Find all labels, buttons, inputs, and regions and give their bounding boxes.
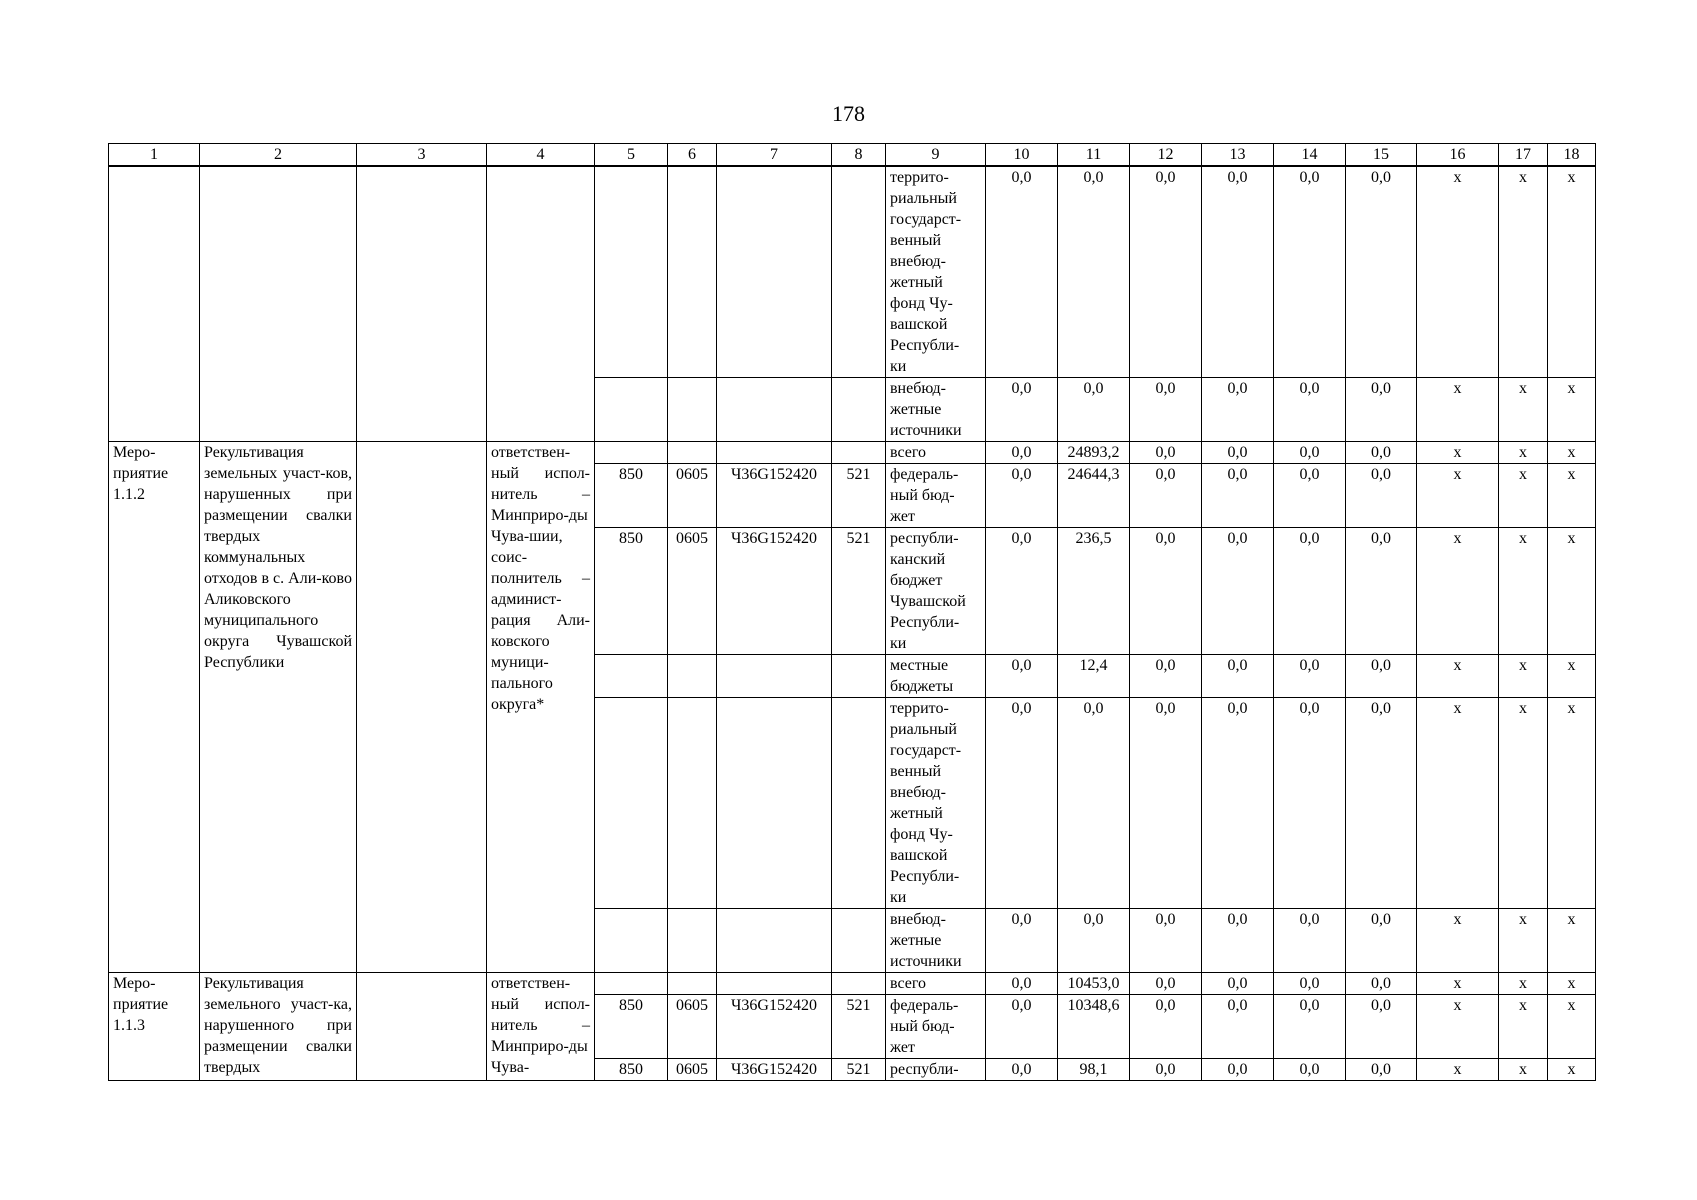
section-code: 0605 (668, 1059, 717, 1081)
value-col-16: x (1417, 655, 1499, 698)
value-col-11: 24893,2 (1058, 442, 1130, 464)
value-col-15: 0,0 (1346, 528, 1417, 655)
value-col-15: 0,0 (1346, 973, 1417, 995)
value-col-14: 0,0 (1274, 1059, 1346, 1081)
section-code: 0605 (668, 464, 717, 528)
empty-col-4 (487, 166, 595, 442)
value-col-10: 0,0 (986, 1059, 1058, 1081)
empty-col-3 (357, 166, 487, 442)
empty-col-3 (357, 442, 487, 973)
value-col-10: 0,0 (986, 464, 1058, 528)
column-header-8: 8 (832, 144, 886, 167)
column-header-7: 7 (717, 144, 832, 167)
column-header-9: 9 (886, 144, 986, 167)
funding-source: внебюд- жетные источники (886, 909, 986, 973)
value-col-18: x (1548, 995, 1596, 1059)
value-col-13: 0,0 (1202, 1059, 1274, 1081)
column-header-11: 11 (1058, 144, 1130, 167)
empty-col-5 (595, 378, 668, 442)
value-col-16: x (1417, 973, 1499, 995)
value-col-17: x (1499, 973, 1548, 995)
value-col-14: 0,0 (1274, 528, 1346, 655)
target-article-code: Ч36G152420 (717, 995, 832, 1059)
page-number: 178 (832, 101, 865, 126)
value-col-18: x (1548, 698, 1596, 909)
column-header-6: 6 (668, 144, 717, 167)
empty-col-3 (357, 973, 487, 1081)
value-col-17: x (1499, 442, 1548, 464)
value-col-14: 0,0 (1274, 909, 1346, 973)
column-header-3: 3 (357, 144, 487, 167)
column-header-1: 1 (109, 144, 200, 167)
funding-source: террито- риальный государст- венный внебюд- жетный фонд Чу- вашской Республи- ки (886, 166, 986, 378)
value-col-14: 0,0 (1274, 464, 1346, 528)
value-col-11: 98,1 (1058, 1059, 1130, 1081)
table-row (109, 166, 1596, 378)
column-header-2: 2 (200, 144, 357, 167)
value-col-18: x (1548, 442, 1596, 464)
value-col-12: 0,0 (1130, 528, 1202, 655)
section-code: 0605 (668, 995, 717, 1059)
value-col-15: 0,0 (1346, 166, 1417, 378)
empty-col-2 (200, 166, 357, 442)
expense-type-code (832, 909, 886, 973)
funding-source: всего (886, 442, 986, 464)
expense-type-code (832, 698, 886, 909)
value-col-14: 0,0 (1274, 973, 1346, 995)
ministry-code (595, 698, 668, 909)
value-col-13: 0,0 (1202, 909, 1274, 973)
expense-type-code (832, 442, 886, 464)
target-article-code: Ч36G152420 (717, 464, 832, 528)
value-col-15: 0,0 (1346, 698, 1417, 909)
value-col-17: x (1499, 655, 1548, 698)
value-col-12: 0,0 (1130, 909, 1202, 973)
column-header-5: 5 (595, 144, 668, 167)
target-article-code (717, 698, 832, 909)
ministry-code: 850 (595, 528, 668, 655)
value-col-12: 0,0 (1130, 378, 1202, 442)
value-col-17: x (1499, 528, 1548, 655)
empty-col-8 (832, 166, 886, 378)
value-col-17: x (1499, 166, 1548, 378)
ministry-code: 850 (595, 995, 668, 1059)
value-col-11: 10453,0 (1058, 973, 1130, 995)
ministry-code (595, 655, 668, 698)
table-row (109, 973, 1596, 995)
value-col-18: x (1548, 973, 1596, 995)
funding-source: местные бюджеты (886, 655, 986, 698)
value-col-13: 0,0 (1202, 698, 1274, 909)
value-col-17: x (1499, 378, 1548, 442)
value-col-12: 0,0 (1130, 166, 1202, 378)
value-col-13: 0,0 (1202, 655, 1274, 698)
target-article-code (717, 655, 832, 698)
value-col-10: 0,0 (986, 442, 1058, 464)
value-col-10: 0,0 (986, 378, 1058, 442)
value-col-15: 0,0 (1346, 909, 1417, 973)
column-header-16: 16 (1417, 144, 1499, 167)
funding-source: республи- канский бюджет Чувашской Республи- ки (886, 528, 986, 655)
value-col-11: 24644,3 (1058, 464, 1130, 528)
event-title: Рекультивация земельных участ-ков, нарушенных при размещении свалки твердых коммунальных отходов в с. Али-ково Аликовского муниципального округа Чувашской Республики (200, 442, 357, 973)
event-name: Меро- приятие 1.1.3 (109, 973, 200, 1081)
value-col-12: 0,0 (1130, 995, 1202, 1059)
value-col-10: 0,0 (986, 655, 1058, 698)
section-code (668, 655, 717, 698)
value-col-14: 0,0 (1274, 442, 1346, 464)
value-col-17: x (1499, 1059, 1548, 1081)
empty-col-8 (832, 378, 886, 442)
value-col-16: x (1417, 1059, 1499, 1081)
section-code (668, 698, 717, 909)
value-col-14: 0,0 (1274, 655, 1346, 698)
column-header-14: 14 (1274, 144, 1346, 167)
empty-col-7 (717, 378, 832, 442)
ministry-code: 850 (595, 464, 668, 528)
value-col-13: 0,0 (1202, 166, 1274, 378)
value-col-16: x (1417, 698, 1499, 909)
column-header-18: 18 (1548, 144, 1596, 167)
value-col-17: x (1499, 698, 1548, 909)
funding-source: федераль- ный бюд- жет (886, 464, 986, 528)
value-col-11: 236,5 (1058, 528, 1130, 655)
column-header-13: 13 (1202, 144, 1274, 167)
value-col-17: x (1499, 464, 1548, 528)
value-col-12: 0,0 (1130, 442, 1202, 464)
expense-type-code: 521 (832, 528, 886, 655)
column-header-4: 4 (487, 144, 595, 167)
value-col-14: 0,0 (1274, 698, 1346, 909)
ministry-code (595, 973, 668, 995)
value-col-16: x (1417, 909, 1499, 973)
value-col-16: x (1417, 166, 1499, 378)
event-name: Меро- приятие 1.1.2 (109, 442, 200, 973)
funding-source: всего (886, 973, 986, 995)
column-number-header-row (109, 144, 1596, 167)
empty-col-1 (109, 166, 200, 442)
value-col-11: 0,0 (1058, 698, 1130, 909)
value-col-10: 0,0 (986, 528, 1058, 655)
value-col-10: 0,0 (986, 698, 1058, 909)
value-col-14: 0,0 (1274, 378, 1346, 442)
value-col-14: 0,0 (1274, 995, 1346, 1059)
value-col-12: 0,0 (1130, 973, 1202, 995)
value-col-13: 0,0 (1202, 378, 1274, 442)
value-col-12: 0,0 (1130, 698, 1202, 909)
value-col-16: x (1417, 528, 1499, 655)
value-col-18: x (1548, 166, 1596, 378)
expense-type-code: 521 (832, 1059, 886, 1081)
ministry-code (595, 909, 668, 973)
funding-source: внебюд- жетные источники (886, 378, 986, 442)
table-row (109, 442, 1596, 464)
value-col-11: 0,0 (1058, 378, 1130, 442)
value-col-10: 0,0 (986, 995, 1058, 1059)
ministry-code: 850 (595, 1059, 668, 1081)
value-col-10: 0,0 (986, 166, 1058, 378)
expense-type-code (832, 655, 886, 698)
empty-col-5 (595, 166, 668, 378)
value-col-11: 0,0 (1058, 166, 1130, 378)
target-article-code (717, 909, 832, 973)
value-col-18: x (1548, 528, 1596, 655)
value-col-18: x (1548, 378, 1596, 442)
target-article-code (717, 442, 832, 464)
value-col-15: 0,0 (1346, 995, 1417, 1059)
value-col-11: 12,4 (1058, 655, 1130, 698)
value-col-11: 10348,6 (1058, 995, 1130, 1059)
value-col-12: 0,0 (1130, 655, 1202, 698)
column-header-15: 15 (1346, 144, 1417, 167)
column-header-12: 12 (1130, 144, 1202, 167)
value-col-15: 0,0 (1346, 655, 1417, 698)
expense-type-code (832, 973, 886, 995)
ministry-code (595, 442, 668, 464)
section-code (668, 973, 717, 995)
value-col-18: x (1548, 464, 1596, 528)
value-col-13: 0,0 (1202, 442, 1274, 464)
funding-source: республи- (886, 1059, 986, 1081)
event-executor: ответствен-ный испол-нитель – Минприро-ды Чува-шии, соис-полнитель – админист-рация Али-ковского муници-пального округа* (487, 442, 595, 973)
expense-type-code: 521 (832, 464, 886, 528)
value-col-15: 0,0 (1346, 442, 1417, 464)
value-col-15: 0,0 (1346, 378, 1417, 442)
target-article-code (717, 973, 832, 995)
value-col-16: x (1417, 442, 1499, 464)
value-col-17: x (1499, 909, 1548, 973)
value-col-11: 0,0 (1058, 909, 1130, 973)
budget-table (108, 143, 1596, 1081)
value-col-13: 0,0 (1202, 973, 1274, 995)
value-col-16: x (1417, 464, 1499, 528)
value-col-13: 0,0 (1202, 464, 1274, 528)
event-title: Рекультивация земельного участ-ка, нарушенного при размещении свалки твердых (200, 973, 357, 1081)
value-col-15: 0,0 (1346, 1059, 1417, 1081)
value-col-18: x (1548, 655, 1596, 698)
value-col-16: x (1417, 378, 1499, 442)
value-col-16: x (1417, 995, 1499, 1059)
event-executor: ответствен-ный испол-нитель – Минприро-ды Чува- (487, 973, 595, 1081)
value-col-12: 0,0 (1130, 1059, 1202, 1081)
expense-type-code: 521 (832, 995, 886, 1059)
empty-col-7 (717, 166, 832, 378)
value-col-17: x (1499, 995, 1548, 1059)
value-col-10: 0,0 (986, 909, 1058, 973)
table-body (109, 166, 1596, 1081)
value-col-14: 0,0 (1274, 166, 1346, 378)
value-col-18: x (1548, 1059, 1596, 1081)
column-header-10: 10 (986, 144, 1058, 167)
value-col-13: 0,0 (1202, 528, 1274, 655)
section-code (668, 442, 717, 464)
empty-col-6 (668, 166, 717, 378)
section-code: 0605 (668, 528, 717, 655)
value-col-12: 0,0 (1130, 464, 1202, 528)
target-article-code: Ч36G152420 (717, 1059, 832, 1081)
value-col-10: 0,0 (986, 973, 1058, 995)
value-col-18: x (1548, 909, 1596, 973)
funding-source: террито- риальный государст- венный внебюд- жетный фонд Чу- вашской Республи- ки (886, 698, 986, 909)
empty-col-6 (668, 378, 717, 442)
target-article-code: Ч36G152420 (717, 528, 832, 655)
funding-source: федераль- ный бюд- жет (886, 995, 986, 1059)
section-code (668, 909, 717, 973)
value-col-15: 0,0 (1346, 464, 1417, 528)
column-header-17: 17 (1499, 144, 1548, 167)
value-col-13: 0,0 (1202, 995, 1274, 1059)
